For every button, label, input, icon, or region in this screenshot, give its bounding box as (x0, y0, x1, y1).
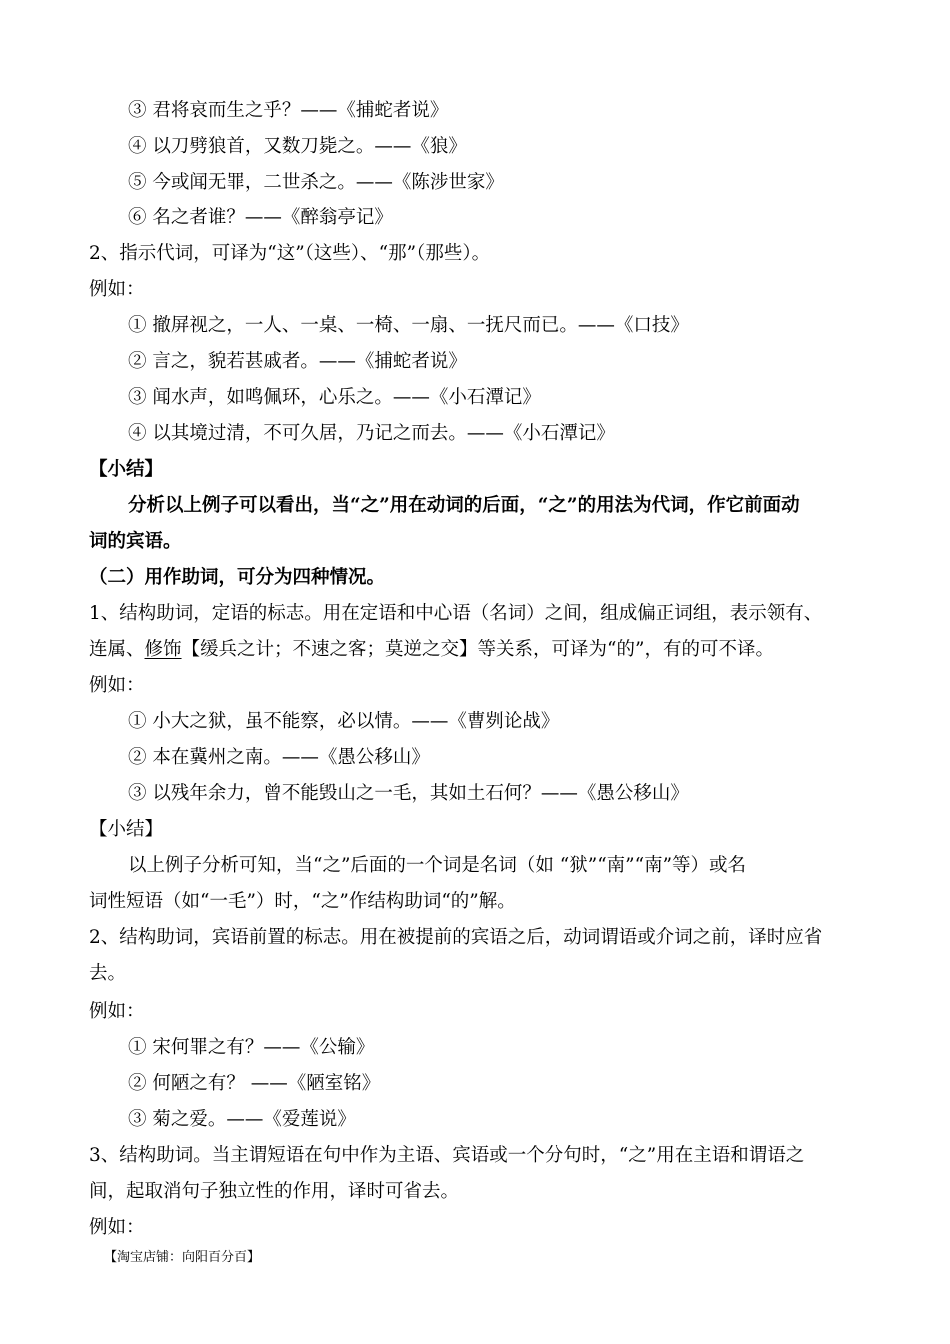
aux-1-suffix: 【缓兵之计；不速之客；莫逆之交】等关系，可译为“的”，有的可不译。 (181, 639, 774, 660)
summary-text: 以上例子分析可知，当“之”后面的一个词是名词（如 “狱”“南”“南”等）或名 (128, 855, 747, 876)
example-line: ① 宋何罪之有？——《公输》 (128, 1037, 375, 1058)
summary-text: 词的宾语。 (89, 531, 182, 552)
example-line: ① 小大之狱，虽不能察，必以情。——《曹刿论战》 (128, 711, 560, 732)
example-line: ③ 闻水声，如鸣佩环，心乐之。——《小石潭记》 (128, 387, 541, 408)
summary-text: 分析以上例子可以看出，当“之”用在动词的后面，“之”的用法为代词，作它前面动 (128, 495, 800, 516)
summary-text: 词性短语（如“一毛”）时，“之”作结构助词“的”解。 (89, 891, 516, 912)
example-line: ② 言之，貌若甚戚者。——《捕蛇者说》 (128, 351, 467, 372)
example-line: ⑥ 名之者谁？——《醉翁亭记》 (128, 207, 393, 228)
example-line: ① 撤屏视之，一人、一桌、一椅、一扇、一抚尺而已。——《口技》 (128, 315, 689, 336)
example-label: 例如： (89, 279, 145, 300)
example-label: 例如： (89, 675, 145, 696)
aux-2-text: 去。 (89, 963, 127, 984)
aux-1-text: 1、结构助词，定语的标志。用在定语和中心语（名词）之间，组成偏正词组，表示领有、 (89, 603, 823, 624)
example-line: ④ 以刀劈狼首，又数刀毙之。——《狼》 (128, 136, 467, 157)
item-2-title: 2、指示代词，可译为“这”（这些）、“那”（那些）。 (89, 243, 491, 264)
example-line: ④ 以其境过清，不可久居，乃记之而去。——《小石潭记》 (128, 423, 615, 444)
example-line: ② 本在冀州之南。——《愚公移山》 (128, 747, 430, 768)
example-line: ③ 菊之爱。——《爱莲说》 (128, 1109, 356, 1130)
example-label: 例如： (89, 1217, 145, 1238)
example-line: ③ 以残年余力，曾不能毁山之一毛，其如土石何？——《愚公移山》 (128, 783, 689, 804)
xiushi-link[interactable]: 修饰 (144, 639, 182, 660)
example-line: ⑤ 今或闻无罪，二世杀之。——《陈涉世家》 (128, 172, 504, 193)
section-heading: （二）用作助词，可分为四种情况。 (89, 567, 386, 588)
aux-3-text: 3、结构助词。当主谓短语在句中作为主语、宾语或一个分句时，“之”用在主语和谓语之 (89, 1145, 805, 1166)
summary-heading: 【小结】 (89, 459, 164, 480)
summary-heading: 【小结】 (89, 819, 164, 840)
aux-1-prefix: 连属、 (89, 639, 145, 660)
page-footer: 【淘宝店铺：向阳百分百】 (104, 1250, 261, 1265)
example-line: ② 何陋之有？ ——《陋室铭》 (128, 1073, 381, 1094)
example-line: ③ 君将哀而生之乎？——《捕蛇者说》 (128, 100, 449, 121)
example-label: 例如： (89, 1001, 145, 1022)
aux-3-text: 间，起取消句子独立性的作用，译时可省去。 (89, 1181, 460, 1202)
aux-2-text: 2、结构助词，宾语前置的标志。用在被提前的宾语之后，动词谓语或介词之前，译时应省 (89, 927, 823, 948)
aux-1-text (89, 638, 774, 662)
